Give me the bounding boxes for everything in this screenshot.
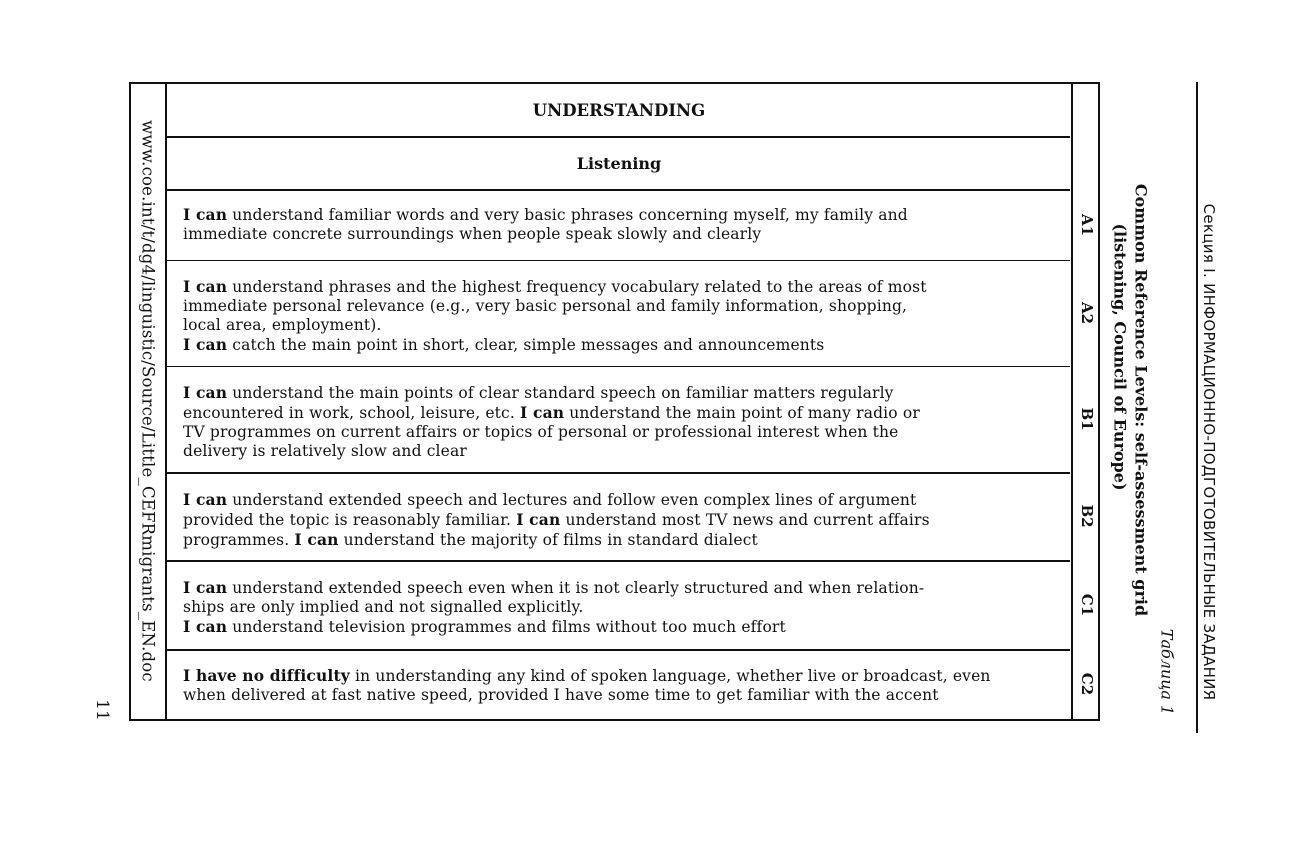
table-row-text [183,205,1063,244]
text-line [183,403,1063,423]
text-line [183,383,1063,403]
phrase: understand extended speech and lectures and follow even complex lines of argument [227,491,917,509]
bold-phrase: I can [294,530,339,549]
level-label: B2 [1078,504,1096,528]
table-row-text [183,490,1063,550]
phrase: understand familiar words and very basic phrases concerning myself, my family and [227,206,908,224]
phrase: understand the main point of many radio or [564,404,920,422]
text-line [183,297,1063,316]
phrase: provided the topic is reasonably familiar. [183,511,517,529]
text-line [183,335,1063,355]
phrase: in understanding any kind of spoken language, whether live or broadcast, even [349,667,991,685]
phrase: understand phrases and the highest frequency vocabulary related to the areas of most [227,278,927,296]
table-row-text [183,277,1063,355]
running-head-rule [1196,82,1198,733]
phrase: programmes. [183,531,295,549]
text-line [183,423,1063,442]
bold-phrase: I have no difficulty [183,666,350,685]
column-divider [1071,84,1073,719]
row-divider [165,560,1070,562]
bold-phrase: I can [183,277,228,296]
row-divider [165,472,1070,474]
phrase: catch the main point in short, clear, simple messages and announcements [227,336,825,354]
table-row-text [183,383,1063,461]
source-url-cell [131,84,165,719]
phrase: TV programmes on current affairs or topics of personal or professional interest when the [183,423,899,441]
level-label: B1 [1078,407,1096,431]
bold-phrase: I can [183,578,228,597]
row-divider [165,649,1070,651]
source-url: www.coe.int/t/dg4/linguistic/Source/Little_CEFRmigrants_EN.doc [138,120,158,682]
bold-phrase: I can [183,383,228,402]
phrase: understand the majority of films in standard dialect [338,531,758,549]
text-line [183,578,1063,598]
bold-phrase: I can [183,335,228,354]
text-line [183,686,1063,705]
row-divider [165,366,1070,367]
phrase: understand most TV news and current affairs [560,511,930,529]
table-subheader: Listening [576,154,662,173]
text-line [183,442,1063,461]
level-label: A1 [1078,213,1096,236]
phrase: encountered in work, school, leisure, etc. [183,404,521,422]
row-divider [165,189,1070,191]
bold-phrase: I can [183,205,228,224]
table-subtitle: (listening, Council of Europe) [1110,223,1130,491]
running-head: Секция I. ИНФОРМАЦИОННО-ПОДГОТОВИТЕЛЬНЫЕ ЗАДАНИЯ [1200,203,1218,701]
phrase: when delivered at fast native speed, provided I have some time to get familiar with the accent [183,686,939,704]
bold-phrase: I can [183,490,228,509]
bold-phrase: I can [183,617,228,636]
text-line [183,490,1063,510]
phrase: delivery is relatively slow and clear [183,442,467,460]
level-label: A2 [1078,301,1096,325]
table-row-text [183,578,1063,637]
level-label: C1 [1078,593,1096,616]
phrase: immediate concrete surroundings when people speak slowly and clearly [183,225,762,243]
text-line [183,666,1063,686]
bold-phrase: I can [520,403,565,422]
phrase: understand television programmes and films without too much effort [227,618,786,636]
table-row-text [183,666,1063,705]
phrase: understand the main points of clear standard speech on familiar matters regularly [227,384,894,402]
column-divider [165,84,167,719]
text-line [183,316,1063,335]
page-number: 11 [92,699,112,721]
text-line [183,598,1063,617]
self-assessment-table [129,82,1100,721]
row-divider [165,260,1070,261]
row-divider [165,136,1070,138]
phrase: understand extended speech even when it is not clearly structured and when relation- [227,579,925,597]
text-line [183,277,1063,297]
text-line [183,617,1063,637]
text-line [183,510,1063,530]
text-line [183,225,1063,244]
bold-phrase: I can [516,510,561,529]
level-label: C2 [1078,672,1096,696]
text-line [183,205,1063,225]
phrase: immediate personal relevance (e.g., very basic personal and family information, shopping, [183,297,908,315]
table-label: Таблица 1 [1157,628,1177,716]
phrase: local area, employment). [183,316,382,334]
table-header: UNDERSTANDING [532,101,706,120]
text-line [183,530,1063,550]
phrase: ships are only implied and not signalled explicitly. [183,598,584,616]
table-title: Common Reference Levels: self-assessment grid [1131,183,1151,617]
